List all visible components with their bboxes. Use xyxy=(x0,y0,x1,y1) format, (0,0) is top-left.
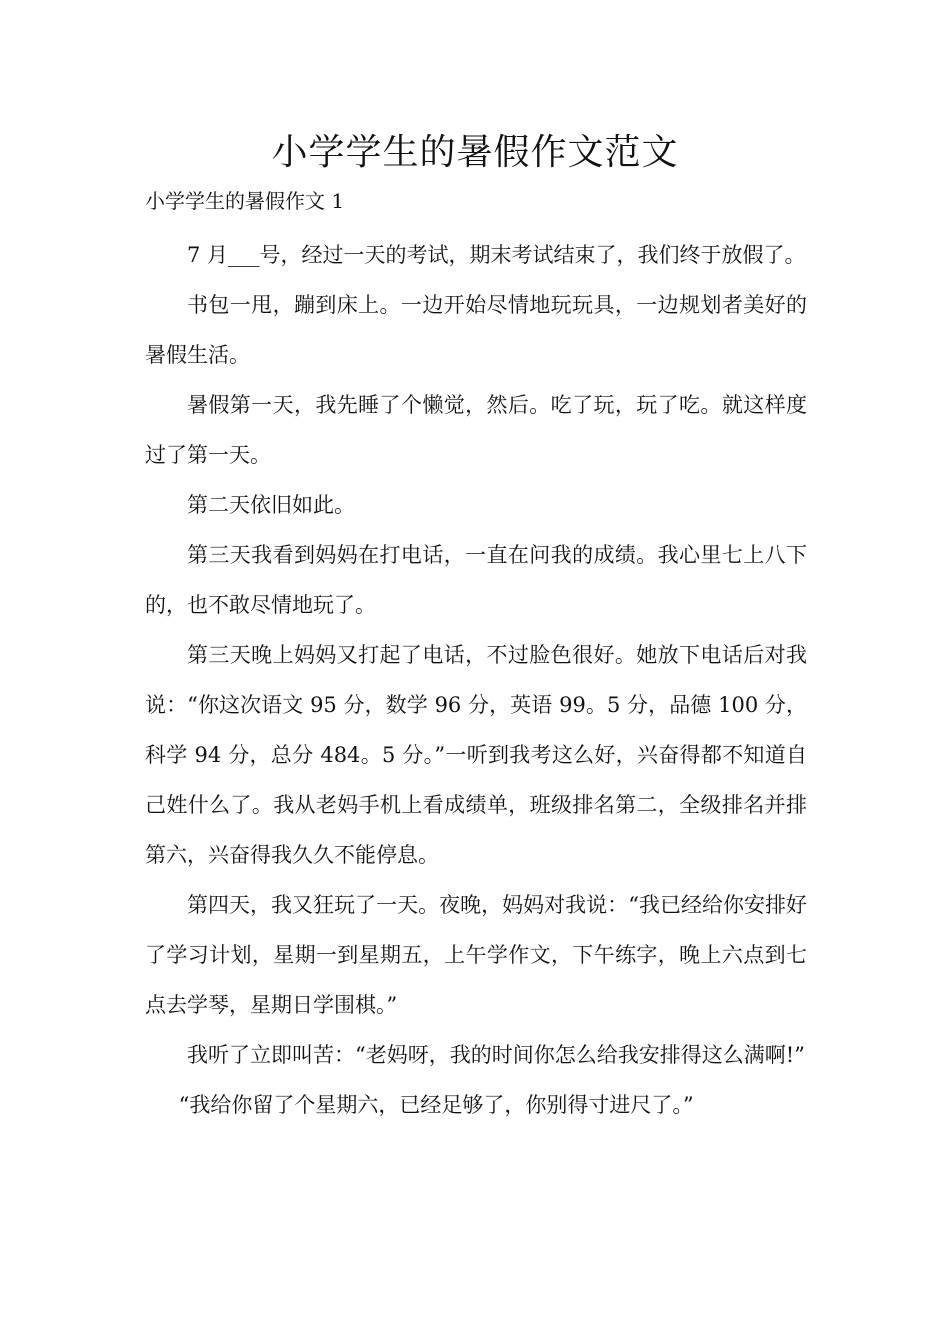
paragraph: 书包一甩，蹦到床上。一边开始尽情地玩玩具，一边规划者美好的暑假生活。 xyxy=(145,293,807,367)
paragraph: 暑假第一天，我先睡了个懒觉，然后。吃了玩，玩了吃。就这样度过了第一天。 xyxy=(145,393,807,467)
paragraph: 7 月___号，经过一天的考试，期末考试结束了，我们终于放假了。 xyxy=(187,243,806,267)
paragraph: 我听了立即叫苦：“老妈呀，我的时间你怎么给我安排得这么满啊!” xyxy=(187,1043,805,1067)
paragraph: 第三天晚上妈妈又打起了电话，不过脸色很好。她放下电话后对我说：“你这次语文 95 分，数学 96 分，英语 99。5 分，品德 100 分，科学 94 分，总分 484。5 分。”一听到我考这么好，兴奋得都不知道自己姓什么了。我从老妈手机上看成绩单，班级排名第二，全级排名并排第六，兴奋得我久久不能停息。 xyxy=(145,643,807,867)
paragraph: 第四天，我又狂玩了一天。夜晚，妈妈对我说：“我已经给你安排好了学习计划，星期一到星期五，上午学作文，下午练字，晚上六点到七点去学琴，星期日学围棋。” xyxy=(145,893,807,1017)
paragraph: 第二天依旧如此。 xyxy=(187,493,355,517)
paragraph: “我给你留了个星期六，已经足够了，你别得寸进尺了。” xyxy=(178,1093,694,1117)
document-body xyxy=(145,230,807,1130)
document-subtitle: 小学学生的暑假作文 1 xyxy=(145,189,345,213)
paragraph: 第三天我看到妈妈在打电话，一直在问我的成绩。我心里七上八下的，也不敢尽情地玩了。 xyxy=(145,543,807,617)
document-title: 小学学生的暑假作文范文 xyxy=(271,132,679,173)
